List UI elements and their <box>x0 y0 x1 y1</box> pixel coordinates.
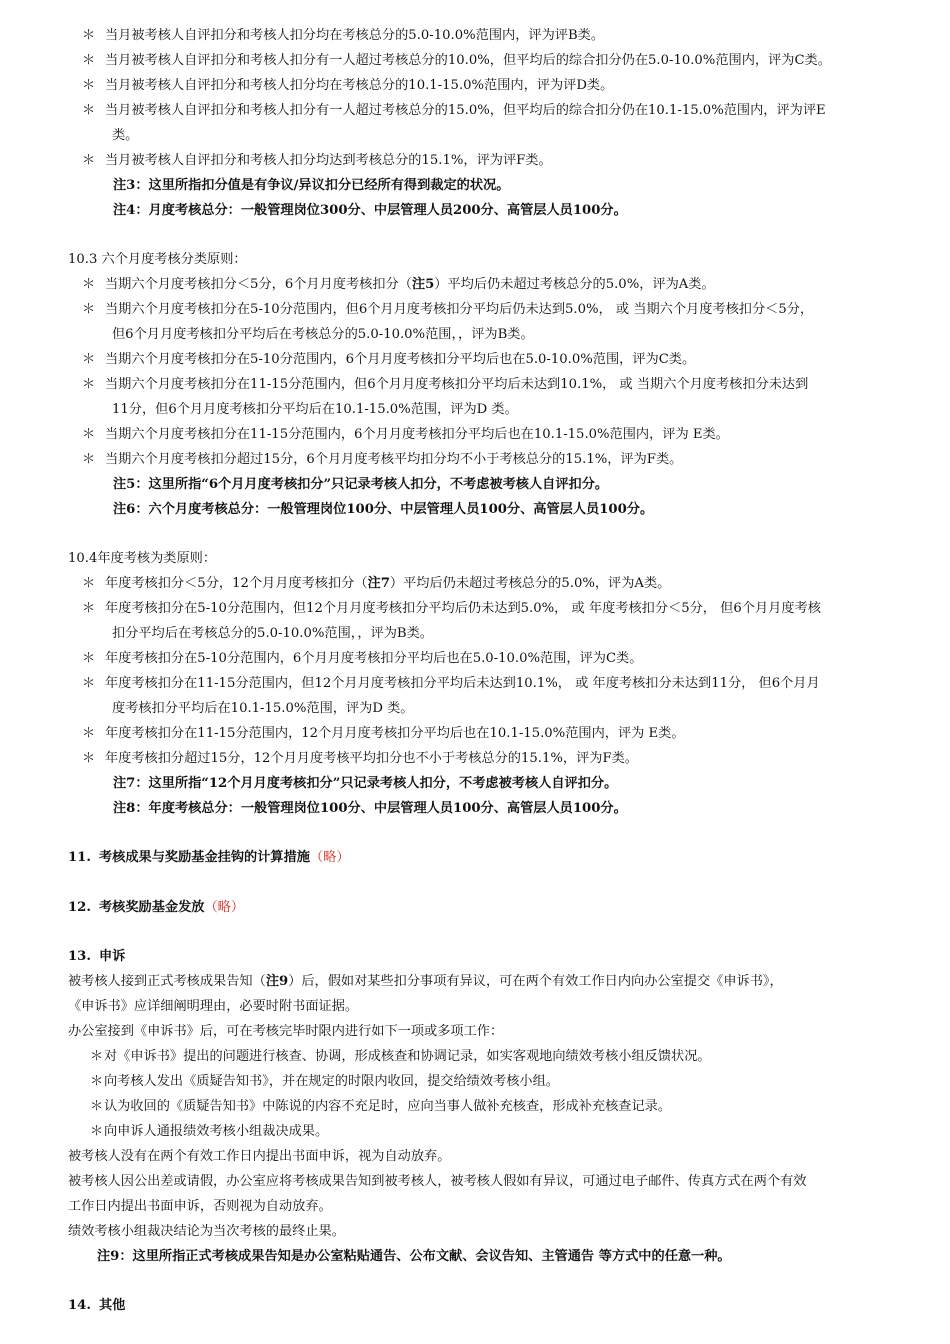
bullet-icon: ＊ <box>82 377 96 392</box>
note-4: 注4：月度考核总分：一般管理岗位300分、中层管理人员200分、高管层人员100分。 <box>113 203 627 218</box>
bullet-icon: ＊ <box>82 277 96 292</box>
note-5: 注5：这里所指“6个月月度考核扣分”只记录考核人扣分，不考虑被考核人自评扣分。 <box>113 477 609 492</box>
paragraph: 绩效考核小组裁决结论为当次考核的最终止果。 <box>68 1224 345 1239</box>
section-10-3-heading: 10.3 六个月度考核分类原则： <box>68 252 247 267</box>
list-item-continuation: 度考核扣分平均后在10.1-15.0%范围，评为D 类。 <box>112 701 414 716</box>
section-13-heading: 13. 申诉 <box>68 949 126 964</box>
bullet-icon: ＊ <box>82 28 96 43</box>
bullet-icon: ＊ <box>82 601 96 616</box>
note-8: 注8：年度考核总分：一般管理岗位100分、中层管理人员100分、高管层人员100分。 <box>113 801 627 816</box>
paragraph: 被考核人接到正式考核成果告知（注9）后，假如对某些扣分事项有异议，可在两个有效工作日内向办公室提交《申诉书》， <box>68 974 783 989</box>
note-ref: 注9 <box>265 974 289 989</box>
list-item-continuation: 类。 <box>112 128 139 143</box>
section-11-heading: 11. 考核成果与奖励基金挂钩的计算措施（略） <box>68 850 350 865</box>
bullet-icon: ＊ <box>82 302 96 317</box>
bullet-icon: ＊ <box>82 452 96 467</box>
bullet-icon: ＊ <box>82 651 96 666</box>
paragraph: 工作日内提出书面申诉，否则视为自动放弃。 <box>68 1199 332 1214</box>
bullet-icon: ＊ <box>82 153 96 168</box>
bullet-icon: ＊ <box>90 1049 104 1064</box>
bullet-icon: ＊ <box>82 576 96 591</box>
paragraph: 《申诉书》应详细阐明理由，必要时附书面证据。 <box>68 999 359 1014</box>
bullet-icon: ＊ <box>90 1074 104 1089</box>
bullet-icon: ＊ <box>82 352 96 367</box>
bullet-icon: ＊ <box>82 53 96 68</box>
bullet-icon: ＊ <box>90 1099 104 1114</box>
note-9: 注9：这里所指正式考核成果告知是办公室粘贴通告、公布文献、会议告知、主管通告 等方式中的任意一种。 <box>97 1249 731 1264</box>
note-ref: 注7 <box>367 576 390 591</box>
paragraph: 办公室接到《申诉书》后，可在考核完毕时限内进行如下一项或多项工作： <box>68 1024 504 1039</box>
bullet-icon: ＊ <box>82 676 96 691</box>
note-7: 注7：这里所指“12个月月度考核扣分”只记录考核人扣分，不考虑被考核人自评扣分。 <box>113 776 618 791</box>
bullet-icon: ＊ <box>82 427 96 442</box>
note-ref: 注5 <box>411 277 435 292</box>
section-14-heading: 14. 其他 <box>68 1298 126 1313</box>
paragraph: 被考核人没有在两个有效工作日内提出书面申诉，视为自动放弃。 <box>68 1149 451 1164</box>
note-3: 注3：这里所指扣分值是有争议/异议扣分已经所有得到裁定的状况。 <box>113 178 510 193</box>
section-10-4-heading: 10.4年度考核为类原则： <box>68 551 217 566</box>
list-item-continuation: 11分，但6个月月度考核扣分平均后在10.1-15.0%范围，评为D 类。 <box>112 402 518 417</box>
bullet-icon: ＊ <box>90 1124 104 1139</box>
section-12-heading: 12. 考核奖励基金发放（略） <box>68 900 245 915</box>
bullet-icon: ＊ <box>82 726 96 741</box>
note-6: 注6：六个月度考核总分：一般管理岗位100分、中层管理人员100分、高管层人员100分。 <box>113 502 654 517</box>
paragraph: 被考核人因公出差或请假，办公室应将考核成果告知到被考核人，被考核人假如有异议，可通过电子邮件、传真方式在两个有效 <box>68 1174 807 1189</box>
list-item-continuation: 扣分平均后在考核总分的5.0-10.0%范围，，评为B类。 <box>112 626 433 641</box>
bullet-icon: ＊ <box>82 103 96 118</box>
bullet-icon: ＊ <box>82 751 96 766</box>
bullet-icon: ＊ <box>82 78 96 93</box>
list-item-continuation: 但6个月月度考核扣分平均后在考核总分的5.0-10.0%范围，，评为B类。 <box>112 327 534 342</box>
